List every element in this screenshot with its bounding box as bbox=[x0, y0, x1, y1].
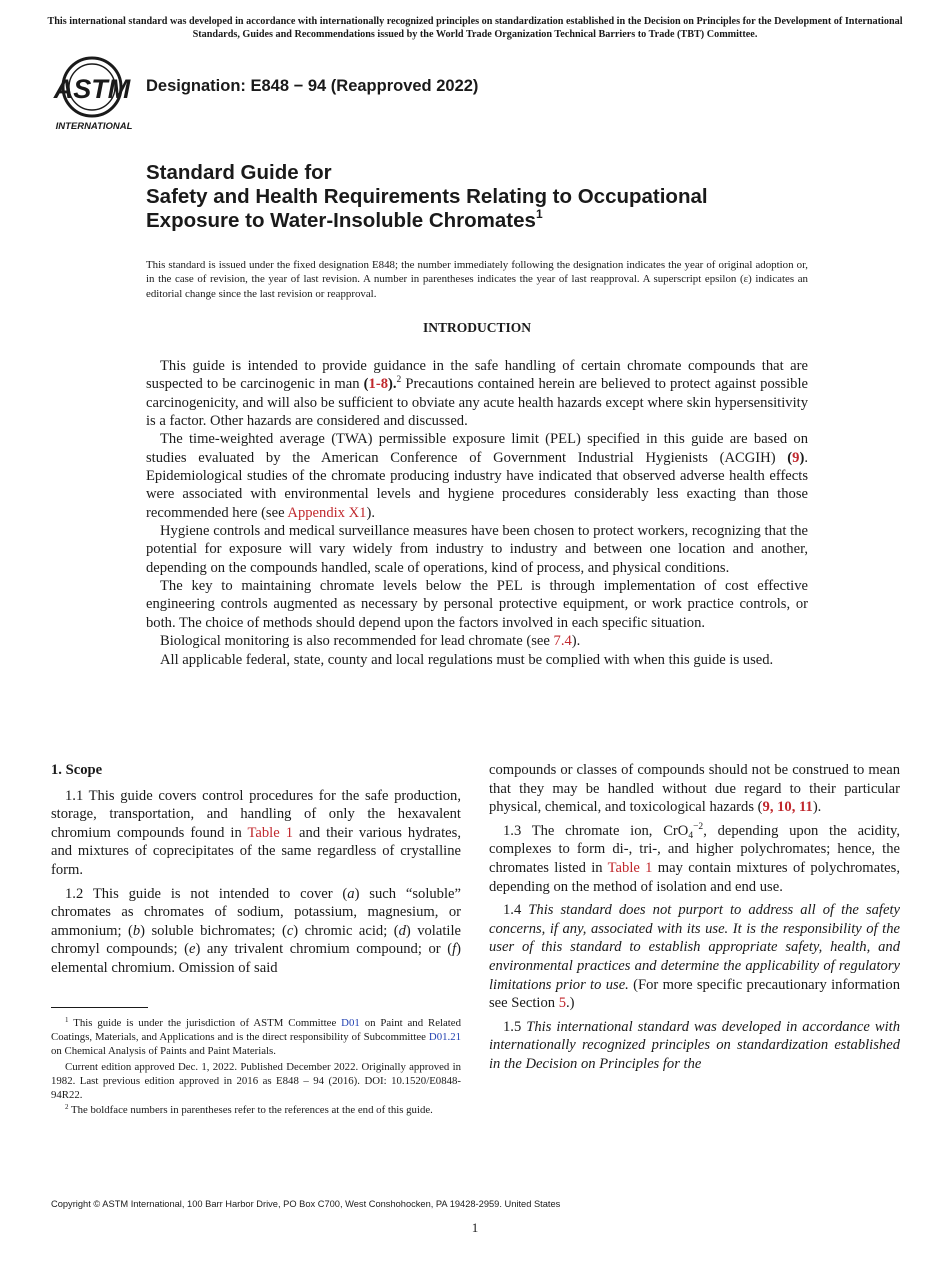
logo-international-text: INTERNATIONAL bbox=[55, 121, 133, 132]
scope-1-2-cont-end: ). bbox=[812, 799, 822, 816]
scope-1-4-t1: (For more specific precautionary information see Section bbox=[489, 976, 900, 1012]
title-line-2: Safety and Health Requirements Relating to Occupational bbox=[146, 185, 708, 208]
issue-note: This standard is issued under the fixed designation E848; the number immediately following the designation indicates the year of original adoption or, in the case of revision, the year of last revision. A number in parentheses indicates the year of last reapproval. A superscript epsilon (ε) indicates an editorial change since the last revision or reapproval. bbox=[146, 259, 808, 300]
scope-1-2-t0: 1.2 This guide is not intended to cover ( bbox=[65, 885, 348, 902]
scope-1-4-num: 1.4 bbox=[503, 902, 529, 919]
footnote-1 bbox=[51, 1017, 461, 1059]
intro-paragraph-2 bbox=[146, 430, 808, 522]
intro-p1-text-b: Precautions contained herein are believed to protect against possible carcinogenicity, and will also be sufficient to obviate any acute health hazards except where skin hypersensitivity is a factor. Other hazards are considered and discussed. bbox=[146, 376, 808, 430]
intro-p2-text: The time-weighted average (TWA) permissible exposure limit (PEL) specified in this guide are based on studies evaluated by the American Conference of Government Industrial Hygienists (ACGIH) bbox=[146, 431, 808, 466]
footnote-divider bbox=[51, 1007, 148, 1008]
scope-1-5-num: 1.5 bbox=[503, 1018, 527, 1035]
scope-1-1-text: 1.1 This guide covers control procedures for the safe production, storage, transportation, and handling of only the hexavalent chromium compounds found in bbox=[51, 787, 461, 841]
scope-1-2-t4: ) volatile chromyl compounds; ( bbox=[51, 922, 461, 958]
scope-1-2-e: e bbox=[188, 941, 196, 958]
title-line-3-text: Exposure to Water-Insoluble Chromates bbox=[146, 209, 536, 232]
scope-1-2-f: f bbox=[452, 941, 457, 958]
footnote-1-mark: 1 bbox=[65, 1016, 69, 1024]
copyright: Copyright © ASTM International, 100 Barr Harbor Drive, PO Box C700, West Conshohocken, PA 19428-2959. United States bbox=[51, 1199, 561, 1209]
page-number: 1 bbox=[471, 1220, 479, 1235]
section-5-link[interactable]: 5 bbox=[558, 995, 567, 1012]
scope-1-2 bbox=[51, 885, 461, 978]
scope-1-1-text-b: and their various hydrates, and mixtures of coprecipitates of the same regardless of crystalline form. bbox=[51, 824, 461, 878]
intro-p1-close: ). bbox=[388, 376, 397, 393]
chromate-subscript: 4 bbox=[688, 830, 694, 841]
scope-1-3-t0: 1.3 The chromate ion, CrO bbox=[503, 822, 689, 839]
scope-1-3-t2: may contain mixtures of polychromates, depending on the method of isolation and end use. bbox=[489, 859, 900, 895]
astm-logo bbox=[52, 56, 136, 132]
section-7-4-link[interactable]: 7.4 bbox=[553, 633, 572, 650]
scope-1-2-cont-text: compounds or classes of compounds should not be construed to mean that they may be handled without due regard to their particular physical, chemical, and toxicological hazards ( bbox=[489, 762, 900, 816]
reference-link-1-8[interactable]: 1-8 bbox=[368, 376, 388, 393]
scope-1-2-t3: ) chromic acid; ( bbox=[293, 922, 399, 939]
footnote-2-mark: 2 bbox=[65, 1103, 69, 1112]
intro-paragraph-3: Hygiene controls and medical surveillance measures have been chosen to protect workers, recognizing that the potential for exposure will vary widely from industry to industry and between one location and another, depending on the compounds handled, scale of operations, kind of process, and physical conditions. bbox=[146, 523, 808, 576]
title-line-3 bbox=[146, 209, 846, 233]
intro-paragraph-1 bbox=[146, 357, 808, 430]
astm-logo-graphic bbox=[52, 56, 136, 132]
intro-p2-text-c: ). bbox=[366, 504, 375, 521]
reference-links-9-10-11[interactable]: 9, 10, 11 bbox=[762, 799, 813, 816]
footnote-1-text-b: on Paint and Related Coatings, Materials, and Applications and is the direct responsibility of Subcommittee bbox=[51, 1017, 461, 1043]
table-1-link-2[interactable]: Table 1 bbox=[607, 859, 653, 876]
scope-1-2-d: d bbox=[398, 922, 406, 939]
committee-d01-link[interactable]: D01 bbox=[341, 1017, 360, 1029]
footnotes bbox=[51, 1017, 461, 1120]
scope-1-4-t2: .) bbox=[566, 995, 575, 1012]
scope-1-3 bbox=[489, 822, 900, 896]
footnote-2 bbox=[51, 1104, 461, 1118]
scope-1-2-continued bbox=[489, 761, 900, 817]
scope-1-4-italic: This standard does not purport to address all of the safety concerns, if any, associated with its use. It is the responsibility of the user of this standard to establish appropriate safety, health, and environmental practices and determine the applicability of regulatory limitations prior to use. bbox=[489, 902, 900, 993]
intro-p2-text-b: . Epidemiological studies of the chromate producing industry have indicated that observed adverse health effects were associated with environmental levels and hygiene procedures considerably less exacting than those recommended here (see bbox=[146, 449, 808, 521]
scope-1-2-t2: ) soluble bichromates; ( bbox=[140, 922, 287, 939]
scope-1-2-a: a bbox=[347, 885, 355, 902]
right-column bbox=[489, 761, 900, 1074]
chromate-charge: −2 bbox=[693, 821, 704, 832]
tbt-notice: This international standard was developed in accordance with internationally recognized principles on standardization established in the Decision on Principles for the Development of International Standards, Guides and Recommendations issued by the World Trade Organization Technical Barriers to Trade (TBT) Committee. bbox=[47, 16, 903, 40]
title-line-1: Standard Guide for bbox=[146, 161, 332, 184]
intro-p5-text: Biological monitoring is also recommended for lead chromate (see bbox=[160, 633, 554, 650]
scope-1-2-t6: ) elemental chromium. Omission of said bbox=[51, 941, 461, 976]
scope-1-2-t1: ) such “soluble” chromates as chromates of sodium, potassium, magnesium, or ammonium; ( bbox=[51, 885, 461, 939]
document-title bbox=[146, 161, 846, 233]
table-1-link[interactable]: Table 1 bbox=[247, 824, 294, 841]
appendix-x1-link[interactable]: Appendix X1 bbox=[287, 504, 367, 521]
subcommittee-d01-21-link[interactable]: D01.21 bbox=[428, 1030, 461, 1043]
intro-p1-text: This guide is intended to provide guidance in the safe handling of certain chromate compounds that are suspected to be carcinogenic in man bbox=[146, 358, 808, 393]
intro-paragraph-4: The key to maintaining chromate levels below the PEL is through implementation of cost effective engineering controls augmented as necessary by personal protective equipment, or work practice controls, or both. The choice of methods should depend upon the factors involved in each specific situation. bbox=[146, 578, 808, 631]
designation: Designation: E848 − 94 (Reapproved 2022) bbox=[146, 77, 479, 95]
scope-heading: 1. Scope bbox=[51, 762, 103, 778]
intro-p2-close: ) bbox=[799, 449, 805, 466]
intro-p1-open: ( bbox=[363, 376, 369, 393]
scope-1-1 bbox=[51, 787, 461, 880]
scope-1-3-t1: , depending upon the acidity, complexes to form di-, tri-, and higher polychromates; hence, the chromates listed in bbox=[489, 822, 900, 876]
scope-1-2-b: b bbox=[132, 922, 141, 939]
intro-p2-open: ( bbox=[787, 449, 793, 466]
logo-astm-text: ASTM bbox=[53, 74, 131, 104]
scope-1-4 bbox=[489, 901, 900, 1013]
scope-1-5 bbox=[489, 1018, 900, 1074]
intro-p5-text-b: ). bbox=[571, 633, 581, 650]
intro-paragraph-5 bbox=[146, 632, 808, 650]
footnote-2-text: The boldface numbers in parentheses refer to the references at the end of this guide. bbox=[68, 1104, 433, 1117]
introduction-body bbox=[146, 357, 808, 669]
footnote-mark-2[interactable]: 2 bbox=[396, 375, 402, 386]
scope-1-2-c: c bbox=[286, 922, 294, 939]
title-footnote-mark[interactable]: 1 bbox=[535, 207, 543, 221]
footnote-1-text: This guide is under the jurisdiction of ASTM Committee bbox=[68, 1017, 342, 1029]
intro-paragraph-6: All applicable federal, state, county and local regulations must be complied with when this guide is used. bbox=[160, 651, 774, 668]
reference-link-9[interactable]: 9 bbox=[792, 449, 800, 466]
scope-1-2-t5: ) any trivalent chromium compound; or ( bbox=[195, 941, 453, 958]
introduction-heading: INTRODUCTION bbox=[422, 320, 531, 335]
edition-note: Current edition approved Dec. 1, 2022. Published December 2022. Originally approved in 1982. Last previous edition approved in 2016 as E848 – 94 (2016). DOI: 10.1520/E0848-94R22. bbox=[51, 1060, 461, 1101]
left-column bbox=[51, 761, 461, 978]
scope-1-5-italic: This international standard was developed in accordance with internationally recognized principles on standardization established in the Decision on Principles for the bbox=[489, 1018, 901, 1072]
footnote-1-text-c: on Chemical Analysis of Paints and Paint Materials. bbox=[51, 1044, 276, 1057]
